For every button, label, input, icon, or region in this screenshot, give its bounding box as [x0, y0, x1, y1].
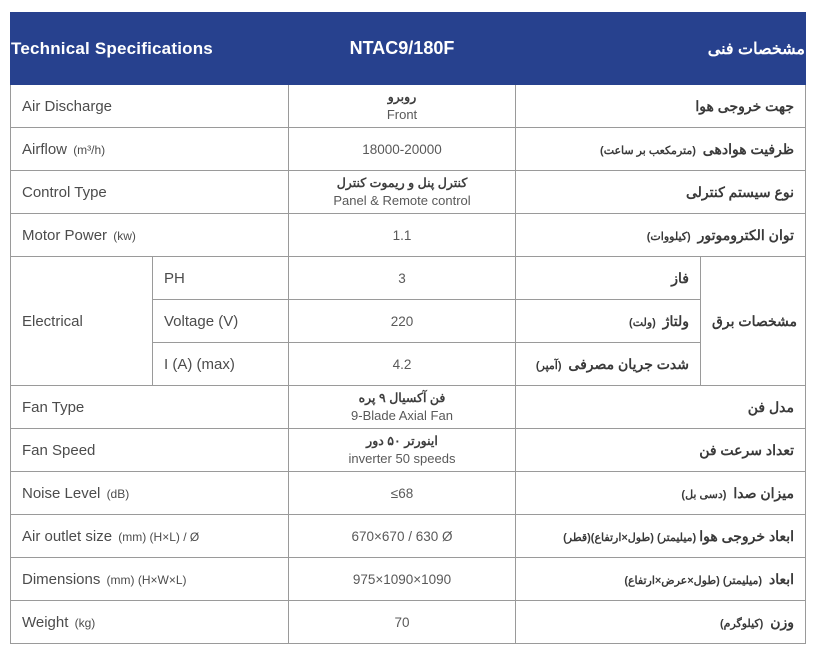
dimensions-label-en [11, 558, 289, 601]
value-fa: اینورتر ۵۰ دور [366, 433, 438, 448]
label-text: میزان صدا [733, 484, 794, 501]
current-value [289, 343, 516, 386]
header-title-fa: مشخصات فنی [516, 13, 806, 85]
air-discharge-label-en [11, 85, 289, 128]
ph-value [289, 257, 516, 300]
label-unit: (کیلووات) [646, 230, 691, 243]
label-unit: (kg) [74, 615, 96, 630]
airflow-label-en [11, 128, 289, 171]
weight-value [289, 601, 516, 644]
value-text: ≤68 [390, 485, 414, 501]
label-text: Motor Power [22, 226, 108, 244]
air-outlet-size-label-fa [516, 515, 806, 558]
label-unit: (میلیمتر) (طول×ارتفاع)(قطر) [563, 531, 697, 544]
header-model-code: NTAC9/180F [289, 13, 516, 85]
label-unit: (میلیمتر) (طول×عرض×ارتفاع) [624, 574, 763, 587]
label-text: Noise Level [22, 484, 101, 502]
control-type-label-fa [516, 171, 806, 214]
voltage-label-en [153, 300, 289, 343]
fan-speed-value [289, 429, 516, 472]
current-label-en [153, 343, 289, 386]
label-text: ابعاد [768, 570, 794, 587]
noise-level-label-fa [516, 472, 806, 515]
value-text: 975×1090×1090 [352, 571, 452, 587]
electrical-group-label-fa: مشخصات برق [701, 257, 806, 386]
label-text: ولتاژ [662, 312, 689, 329]
label-text: جهت خروجی هوا [695, 97, 794, 114]
row-weight [11, 601, 806, 644]
label-unit: (mm) (H×W×L) [106, 572, 187, 587]
value-text: 4.2 [392, 356, 412, 372]
noise-level-label-en [11, 472, 289, 515]
label-unit: (ولت) [629, 316, 656, 329]
label-unit: (dB) [106, 486, 130, 501]
row-control-type [11, 171, 806, 214]
label-text: تعداد سرعت فن [699, 441, 794, 458]
label-unit: (آمپر) [535, 359, 562, 372]
noise-level-value [289, 472, 516, 515]
control-type-label-en [11, 171, 289, 214]
label-unit: (کیلوگرم) [719, 617, 764, 630]
header-row [11, 13, 806, 85]
label-text: ابعاد خروجی هوا [699, 527, 794, 544]
fan-type-label-en [11, 386, 289, 429]
row-air-outlet-size [11, 515, 806, 558]
label-text: PH [164, 269, 185, 287]
value-en: inverter 50 speeds [348, 450, 456, 466]
label-text: Airflow [22, 140, 68, 158]
spec-table [10, 12, 806, 644]
fan-type-value [289, 386, 516, 429]
row-airflow [11, 128, 806, 171]
value-fa: فن آکسیال ۹ پره [358, 390, 446, 405]
label-unit: (mm) (H×L) / Ø [118, 529, 200, 544]
voltage-label-fa [516, 300, 701, 343]
motor-power-label-fa [516, 214, 806, 257]
value-text: 670×670 / 630 Ø [351, 528, 453, 544]
airflow-value [289, 128, 516, 171]
label-text: Fan Speed [22, 441, 96, 459]
label-text: Control Type [22, 183, 107, 201]
label-text: Air outlet size [22, 527, 113, 545]
value-text: 18000-20000 [362, 141, 442, 157]
label-text: مدل فن [747, 398, 794, 415]
fan-speed-label-fa [516, 429, 806, 472]
label-text: I (A) (max) [164, 355, 235, 373]
electrical-group-label-en: Electrical [11, 257, 153, 386]
label-unit: (m³/h) [73, 142, 106, 157]
row-dimensions [11, 558, 806, 601]
label-unit: (دسی بل) [681, 488, 727, 501]
ph-label-en [153, 257, 289, 300]
air-discharge-value [289, 85, 516, 128]
ph-label-fa [516, 257, 701, 300]
label-text: فاز [671, 269, 689, 286]
dimensions-label-fa [516, 558, 806, 601]
value-text: 3 [398, 270, 406, 286]
motor-power-value [289, 214, 516, 257]
value-en: 9-Blade Axial Fan [351, 407, 453, 423]
voltage-value [289, 300, 516, 343]
label-text: وزن [770, 613, 794, 630]
label-text: Air Discharge [22, 97, 113, 115]
label-text: ظرفیت هوادهی [702, 140, 794, 157]
label-text: نوع سیستم کنترلی [685, 183, 794, 200]
value-fa: روبرو [387, 89, 417, 104]
control-type-value [289, 171, 516, 214]
label-text: Weight [22, 613, 69, 631]
row-fan-type [11, 386, 806, 429]
label-unit: (kw) [113, 228, 136, 243]
air-outlet-size-value [289, 515, 516, 558]
row-motor-power [11, 214, 806, 257]
row-noise-level [11, 472, 806, 515]
fan-speed-label-en [11, 429, 289, 472]
value-fa: کنترل پنل و ریموت کنترل [336, 175, 468, 190]
value-text: 70 [394, 614, 410, 630]
air-outlet-size-label-en [11, 515, 289, 558]
label-text: Dimensions [22, 570, 101, 588]
label-text: توان الکتروموتور [697, 226, 794, 243]
value-en: Panel & Remote control [333, 192, 471, 208]
value-text: 220 [390, 313, 414, 329]
dimensions-value [289, 558, 516, 601]
value-text: 1.1 [392, 227, 412, 243]
current-label-fa [516, 343, 701, 386]
label-unit: (مترمکعب بر ساعت) [600, 144, 696, 157]
row-fan-speed [11, 429, 806, 472]
label-text: شدت جریان مصرفی [568, 355, 689, 372]
header-title-en: Technical Specifications [11, 13, 289, 85]
air-discharge-label-fa [516, 85, 806, 128]
value-en: Front [386, 106, 418, 122]
motor-power-label-en [11, 214, 289, 257]
airflow-label-fa [516, 128, 806, 171]
weight-label-en [11, 601, 289, 644]
fan-type-label-fa [516, 386, 806, 429]
weight-label-fa [516, 601, 806, 644]
row-air-discharge [11, 85, 806, 128]
label-text: Fan Type [22, 398, 85, 416]
label-text: Voltage (V) [164, 312, 239, 330]
row-electrical-ph [11, 257, 806, 300]
